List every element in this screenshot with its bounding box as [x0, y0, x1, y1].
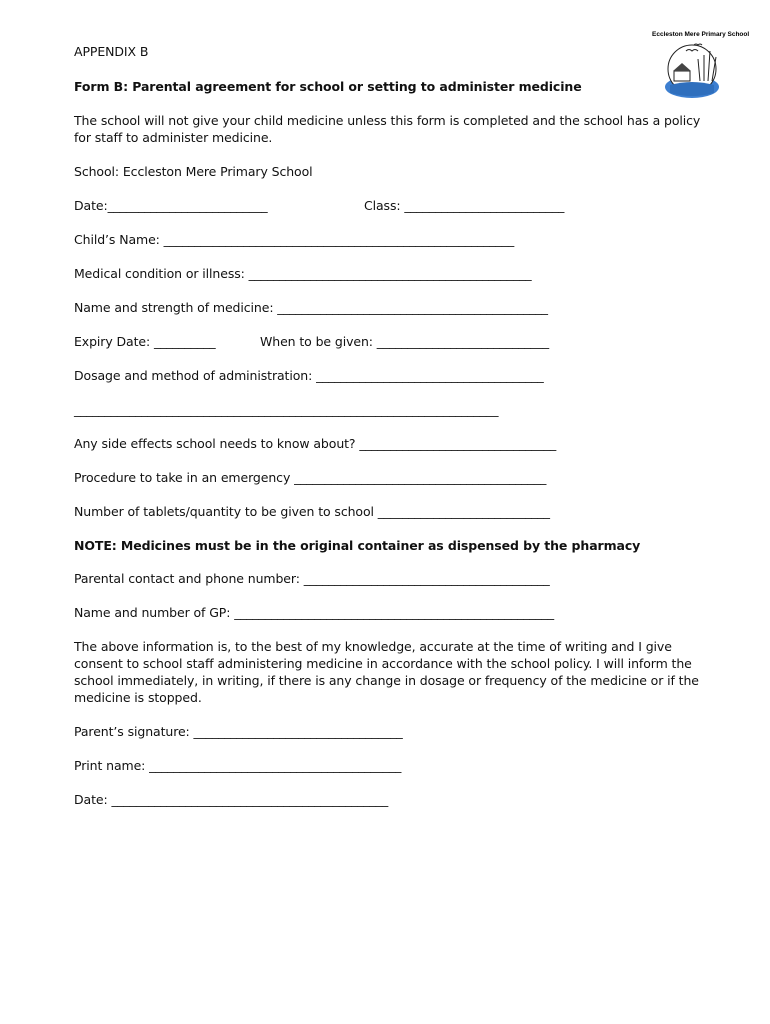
dosage-continuation-line[interactable]: _____________________________________________________________________ [74, 402, 499, 417]
final-date-field[interactable]: Date: _____________________________________________ [74, 792, 389, 807]
dosage-field[interactable]: Dosage and method of administration: _____________________________________ [74, 368, 544, 383]
form-title: Form B: Parental agreement for school or setting to administer medicine [74, 79, 582, 94]
intro-line-2: for staff to administer medicine. [74, 130, 273, 145]
consent-line-2: consent to school staff administering medicine in accordance with the school policy. I will inform the [74, 656, 692, 671]
logo-school-name: Eccleston Mere Primary School [652, 31, 750, 38]
consent-line-1: The above information is, to the best of my knowledge, accurate at the time of writing and I give [74, 639, 672, 654]
pharmacy-note: NOTE: Medicines must be in the original container as dispensed by the pharmacy [74, 538, 641, 553]
childs-name-field[interactable]: Child’s Name: _________________________________________________________ [74, 232, 515, 247]
parental-contact-field[interactable]: Parental contact and phone number: ________________________________________ [74, 571, 550, 586]
appendix-label: APPENDIX B [74, 44, 149, 59]
lake-emblem-icon [664, 41, 730, 99]
when-given-field[interactable]: When to be given: ____________________________ [260, 334, 549, 349]
tablets-quantity-field[interactable]: Number of tablets/quantity to be given to school ____________________________ [74, 504, 550, 519]
class-field[interactable]: Class: __________________________ [364, 198, 565, 213]
consent-line-3: school immediately, in writing, if there is any change in dosage or frequency of the medicine or if the [74, 673, 699, 688]
medicine-name-field[interactable]: Name and strength of medicine: ____________________________________________ [74, 300, 548, 315]
medical-condition-field[interactable]: Medical condition or illness: ______________________________________________ [74, 266, 532, 281]
intro-line-1: The school will not give your child medicine unless this form is completed and the school has a policy [74, 113, 701, 128]
gp-field[interactable]: Name and number of GP: ____________________________________________________ [74, 605, 555, 620]
date-field[interactable]: Date:__________________________ [74, 198, 268, 213]
print-name-field[interactable]: Print name: _________________________________________ [74, 758, 402, 773]
parent-signature-field[interactable]: Parent’s signature: __________________________________ [74, 724, 403, 739]
school-logo [652, 31, 750, 99]
school-field: School: Eccleston Mere Primary School [74, 164, 313, 179]
side-effects-field[interactable]: Any side effects school needs to know about? ________________________________ [74, 436, 557, 451]
expiry-date-field[interactable]: Expiry Date: __________ [74, 334, 216, 349]
emergency-procedure-field[interactable]: Procedure to take in an emergency _________________________________________ [74, 470, 547, 485]
consent-line-4: medicine is stopped. [74, 690, 202, 705]
